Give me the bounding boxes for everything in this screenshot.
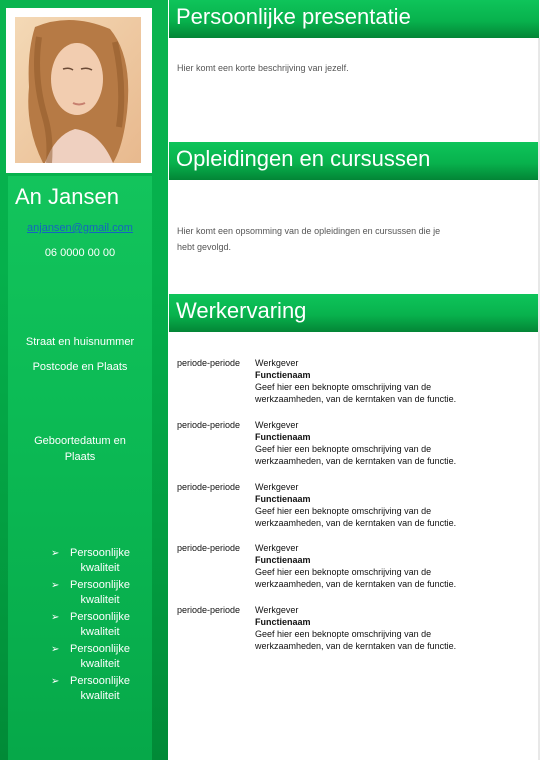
education-text-line: hebt gevolgd. [177,242,232,252]
function-name: Functienaam [255,555,311,565]
description-line: Geef hier een beknopte omschrijving van de [255,629,432,639]
quality-item [50,642,150,672]
description-line: Geef hier een beknopte omschrijving van de [255,382,432,392]
education-title: Opleidingen en cursussen [176,146,431,171]
experience-detail [255,357,495,405]
experience-period: periode-periode [177,543,241,553]
description-line: werkzaamheden, van de kerntaken van de functie. [255,394,457,404]
postal-city: Postcode en Plaats [32,361,128,373]
description-line: werkzaamheden, van de kerntaken van de functie. [255,579,457,589]
quality-item [50,578,150,608]
function-name: Functienaam [255,370,311,380]
experience-header [169,294,539,332]
experience-detail [255,542,495,590]
phone-number: 06 0000 00 00 [44,247,116,259]
presentation-title: Persoonlijke presentatie [176,4,411,29]
quality-text: Persoonlijke kwaliteit [70,611,130,638]
sidebar [0,0,168,760]
experience-period: periode-periode [177,420,241,430]
quality-text: Persoonlijke kwaliteit [70,547,130,574]
function-name: Functienaam [255,494,311,504]
experience-detail [255,481,495,529]
quality-text: Persoonlijke kwaliteit [70,643,130,670]
function-name: Functienaam [255,617,311,627]
employer: Werkgever [255,482,299,492]
education-text-line: Hier komt een opsomming van de opleidingen en cursussen die je [177,226,441,236]
birth-info: Geboortedatum en Plaats [34,435,126,463]
experience-title: Werkervaring [176,298,307,323]
quality-text: Persoonlijke kwaliteit [70,675,130,702]
description-line: werkzaamheden, van de kerntaken van de functie. [255,456,457,466]
employer: Werkgever [255,605,299,615]
experience-period: periode-periode [177,605,241,615]
quality-item [50,610,150,640]
arrow-bullet-icon: ➢ [51,676,60,687]
employer: Werkgever [255,358,299,368]
quality-item [50,674,150,704]
arrow-bullet-icon: ➢ [51,644,60,655]
employer: Werkgever [255,543,299,553]
education-header [169,142,539,180]
photo-frame [6,8,152,173]
education-text [177,223,440,255]
experience-detail [255,604,495,652]
street-address: Straat en huisnummer [25,336,135,348]
description-line: werkzaamheden, van de kerntaken van de functie. [255,641,457,651]
description-line: Geef hier een beknopte omschrijving van de [255,506,432,516]
email-link[interactable]: anjansen@gmail.com [27,222,133,234]
presentation-header [169,0,539,38]
experience-period: periode-periode [177,482,241,492]
quality-item [50,546,150,576]
person-name: An Jansen [15,184,119,209]
quality-text: Persoonlijke kwaliteit [70,579,130,606]
qualities-list [50,546,150,706]
experience-detail [255,419,495,467]
description-line: werkzaamheden, van de kerntaken van de functie. [255,518,457,528]
arrow-bullet-icon: ➢ [51,612,60,623]
presentation-text: Hier komt een korte beschrijving van jezelf. [177,63,349,73]
profile-photo [15,17,141,163]
experience-period: periode-periode [177,358,241,368]
description-line: Geef hier een beknopte omschrijving van de [255,567,432,577]
description-line: Geef hier een beknopte omschrijving van de [255,444,432,454]
employer: Werkgever [255,420,299,430]
arrow-bullet-icon: ➢ [51,580,60,591]
arrow-bullet-icon: ➢ [51,548,60,559]
function-name: Functienaam [255,432,311,442]
